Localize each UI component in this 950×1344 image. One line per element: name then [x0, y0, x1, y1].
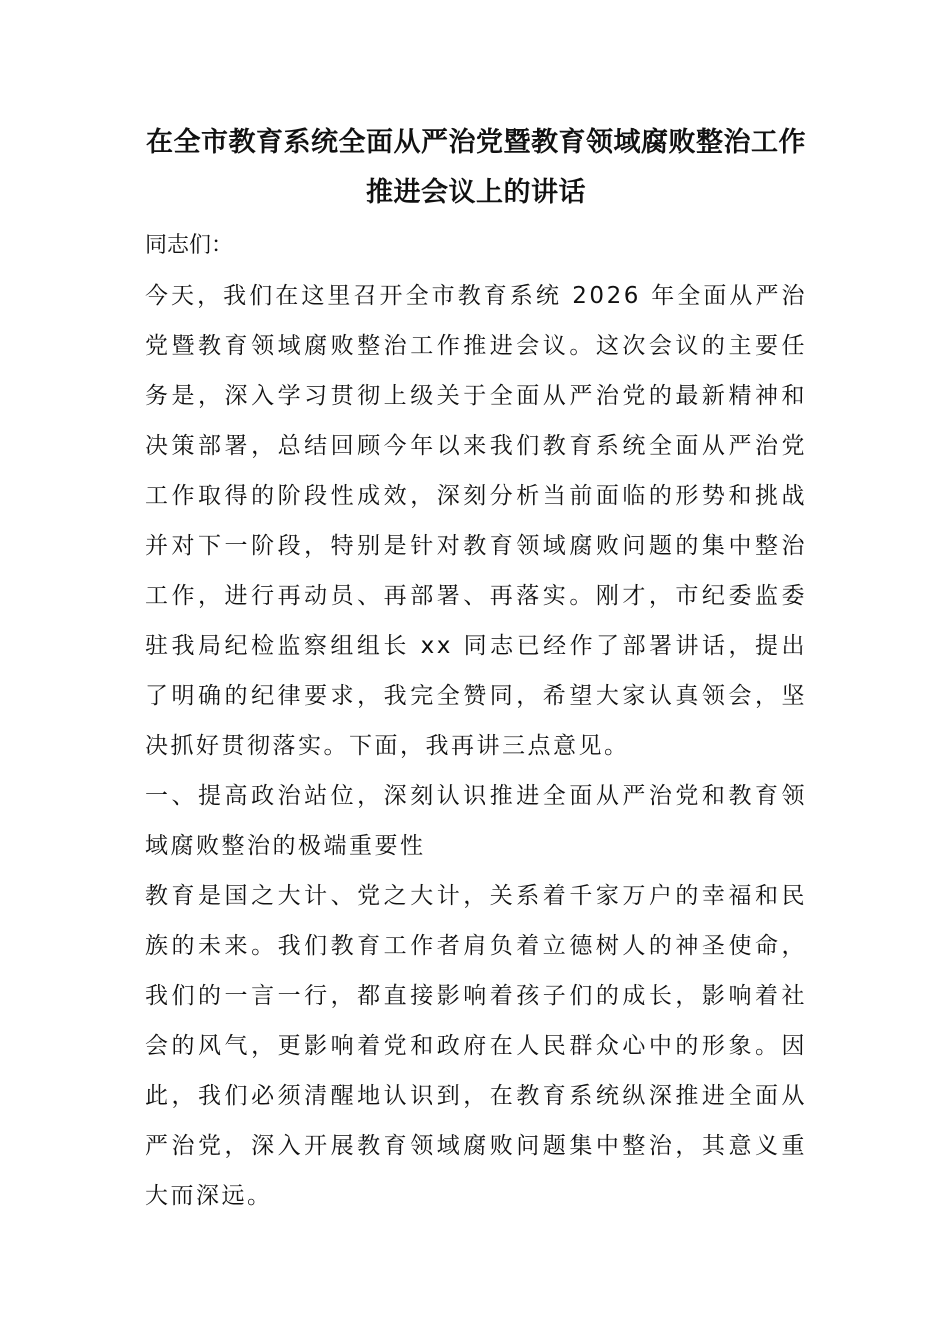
document-title: 在全市教育系统全面从严治党暨教育领域腐败整治工作推进会议上的讲话	[146, 127, 806, 208]
section-paragraph-1: 教育是国之大计、党之大计，关系着千家万户的幸福和民族的未来。我们教育工作者肩负着立德树人的神圣使命，我们的一言一行，都直接影响着孩子们的成长，影响着社会的风气，更影响着党和政府在人民群众心中的形象。因此，我们必须清醒地认识到，在教育系统纵深推进全面从严治党，深入开展教育领域腐败问题集中整治，其意义重大而深远。	[145, 883, 807, 1209]
opening-paragraph: 今天，我们在这里召开全市教育系统 2026 年全面从严治党暨教育领域腐败整治工作推进会议。这次会议的主要任务是，深入学习贯彻上级关于全面从严治党的最新精神和决策部署，总结回顾今年以来我们教育系统全面从严治党工作取得的阶段性成效，深刻分析当前面临的形势和挑战并对下一阶段，特别是针对教育领域腐败问题的集中整治工作，进行再动员、再部署、再落实。刚才，市纪委监委驻我局纪检监察组组长 xx 同志已经作了部署讲话，提出了明确的纪律要求，我完全赞同，希望大家认真领会，坚决抓好贯彻落实。下面，我再讲三点意见。	[145, 283, 807, 759]
salutation: 同志们：	[145, 233, 234, 258]
section-heading-1: 一、提高政治站位，深刻认识推进全面从严治党和教育领域腐败整治的极端重要性	[145, 783, 807, 859]
document-page	[145, 118, 807, 1221]
